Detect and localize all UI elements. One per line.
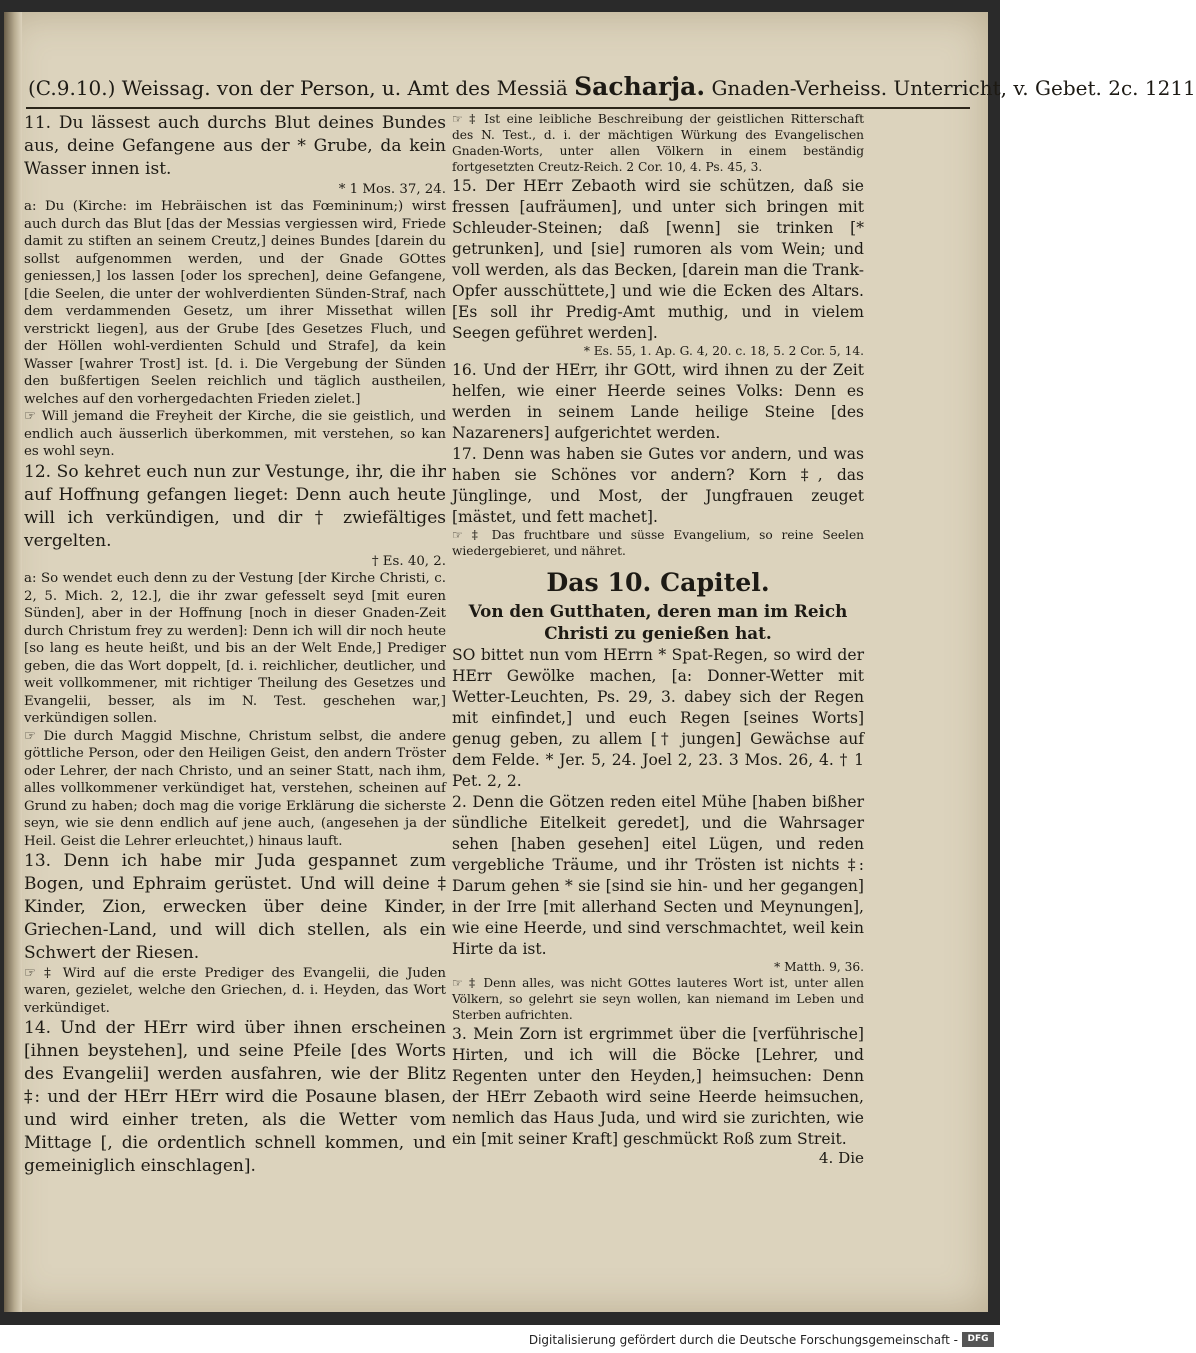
verse-text: 16. Und der HErr, ihr GOtt, wird ihnen zu der Zeit helfen, wie einer Heerde seines Volks: Denn es werden in seinem Lande heilige Steine [des Nazareners] aufgerichtet werden. [452, 360, 864, 442]
commentary-note: a: So wendet euch denn zu der Vestung [der Kirche Christi, c. 2, 5. Mich. 2, 12.], die ihr zwar gefesselt seyd [mit euren Sünden], aber in der Hoffnung [noch in dieser Gnaden-Zeit durch Christum frey zu werden]: Denn ich will dir noch heute [so lang es heute heißt, und bis an der Welt Ende,] Prediger geben, die das Wort doppelt, [d. i. reichlicher, deutlicher, und weit vollkommener, mit richtiger Theilung des Gesetzes und Evangelii, besser, als im N. Test. geschehen war,] verkündigen sollen. [24, 571, 446, 727]
chapter-heading: Das 10. Capitel. [546, 566, 770, 597]
footer-credit: Digitalisierung gefördert durch die Deutsche Forschungsgemeinschaft - [528, 1333, 958, 1347]
chapter-summary: Von den Gutthaten, deren man im Reich Christi zu genießen hat. [468, 601, 848, 644]
verse-text: 11. Du lässest auch durchs Blut deines Bundes aus, deine Gefangene aus der * Grube, da kein Wasser innen ist. [24, 113, 446, 179]
verse-text: 2. Denn die Götzen reden eitel Mühe [haben bißher sündliche Eitelkeit geredet], und die Wahrsager sehen [haben gesehen] eitel Lügen, und reden vergebliche Träume, und ihr Trösten ist nichts ‡: Darum gehen * sie [sind sie hin- und her gegangen] in der Irre [mit allerhand Secten und Meynungen], wie eine Heerde, und sind verschmachtet, weil kein Hirte da ist. [452, 792, 864, 958]
commentary-note: ☞ ‡ Wird auf die erste Prediger des Evangelii, die Juden waren, gezielet, welche den Griechen, d. i. Heyden, das Wort verkündiget. [24, 965, 446, 1016]
header-rule [26, 107, 970, 109]
commentary-note: ☞ ‡ Das fruchtbare und süsse Evangelium, so reine Seelen wiedergebieret, und nähret. [452, 527, 864, 558]
catchword: 4. Die [818, 1148, 864, 1167]
page-number: 1211 [1144, 76, 1196, 100]
right-column [452, 112, 864, 1166]
cross-reference: * Matth. 9, 36. [774, 959, 864, 974]
commentary-note: a: Du (Kirche: im Hebräischen ist das Fœmininum;) wirst auch durch das Blut [das der Messias vergiessen wird, Friede damit zu stiften an seinem Creutz,] deines Bundes [darein du sollst aufgenommen werden, und der Gnade GOttes geniessen,] los lassen [oder los sprechen], deine Gefangene, [die Seelen, die unter der wohlverdienten Sünden-Straf, nach dem verdammenden Gesetz, um ihrer Missethat willen verstrickt liegen], aus der Grube [des Gesetzes Fluch, und der Höllen wohl-verdienten Schuld und Strafe], da kein Wasser [wahrer Trost] ist. [d. i. Die Vergebung der Sünden den bußfertigen Seelen reichlich und täglich austheilen, welches auf den vorhergedachten Frieden zielet.] [24, 199, 446, 407]
commentary-note: ☞ ‡ Denn alles, was nicht GOttes lauteres Wort ist, unter allen Völkern, so gelehrt sie seyn wollen, kan niemand im Leben und Sterben aufrichten. [452, 975, 864, 1022]
verse-text: 15. Der HErr Zebaoth wird sie schützen, daß sie fressen [aufräumen], und unter sich bringen mit Schleuder-Steinen; daß [wenn] sie trinken [* getrunken], und [sie] rumoren als vom Wein; und voll werden, als das Becken, [darein man die Trank-Opfer ausschüttete,] und wie die Ecken des Altars. [Es soll ihr Predig-Amt muthig, und in vielem Seegen geführet werden]. [452, 176, 864, 342]
header-book-title: Sacharja. [574, 72, 706, 101]
header-left: (C.9.10.) Weissag. von der Person, u. Amt des Messiä [28, 76, 568, 100]
dfg-logo: DFG [962, 1332, 994, 1347]
verse-text: 14. Und der HErr wird über ihnen erscheinen [ihnen beystehen], und seine Pfeile [des Worts des Evangelii] werden ausfahren, wie der Blitz ‡: und der HErr HErr wird die Posaune blasen, und wird einher treten, als die Wetter vom Mittage [, die ordentlich schnell kommen, und gemeiniglich einschlagen]. [24, 1018, 446, 1177]
page-spine-shadow [4, 12, 22, 1312]
commentary-note: ☞ ‡ Ist eine leibliche Beschreibung der geistlichen Ritterschaft des N. Test., d. i. der mächtigen Würkung des Evangelischen Gnaden-Worts, unter allen Völkern in einem beständig fortgesetzten Creutz-Reich. 2 Cor. 10, 4. Ps. 45, 3. [452, 112, 864, 174]
cross-reference: † Es. 40, 2. [371, 553, 446, 569]
header-right: Gnaden-Verheiss. Unterricht, v. Gebet. 2c. [711, 76, 1139, 100]
footer-bar [0, 1328, 1000, 1353]
cross-reference: * Es. 55, 1. Ap. G. 4, 20. c. 18, 5. 2 Cor. 5, 14. [583, 343, 864, 358]
left-column [24, 112, 446, 1178]
cross-reference: * 1 Mos. 37, 24. [338, 182, 446, 197]
verse-text: SO bittet nun vom HErrn * Spat-Regen, so wird der HErr Gewölke machen, [a: Donner-Wetter mit Wetter-Leuchten, Ps. 29, 3. dabey sich der Regen mit einfindet,] und euch Regen [seines Worts] genug geben, zu allem [† jungen] Gewächse auf dem Felde. * Jer. 5, 24. Joel 2, 23. 3 Mos. 26, 4. † 1 Pet. 2, 2. [452, 645, 864, 790]
verse-text: 3. Mein Zorn ist ergrimmet über die [verführische] Hirten, und ich will die Böcke [Lehrer, und Regenten unter den Heyden,] heimsuchen: Denn der HErr Zebaoth wird seine Heerde heimsuchen, nemlich das Haus Juda, und wird sie zurichten, wie ein [mit seiner Kraft] geschmückt Roß zum Streit. [452, 1024, 864, 1148]
verse-text: 12. So kehret euch nun zur Vestunge, ihr, die ihr auf Hoffnung gefangen lieget: Denn auch heute will ich verkündigen, und dir † zwiefältiges vergelten. [24, 461, 446, 551]
verse-text: 13. Denn ich habe mir Juda gespannet zum Bogen, und Ephraim gerüstet. Und will deine ‡ Kinder, Zion, erwecken über deine Kinder, Griechen-Land, und will dich stellen, als ein Schwert der Riesen. [24, 850, 446, 963]
verse-text: 17. Denn was haben sie Gutes vor andern, und was haben sie Schönes vor andern? Korn ‡, das Jünglinge, und Most, der Jungfrauen zeuget [mästet, und fett machet]. [452, 444, 864, 526]
commentary-note: ☞ Die durch Maggid Mischne, Christum selbst, die andere göttliche Person, oder den Heiligen Geist, den andern Tröster oder Lehrer, der nach Christo, und an seiner Statt, nach ihm, alles vollkommener verkündiget hat, verstehen, scheinen auf Grund zu haben; doch mag die vorige Erklärung die sicherste seyn, wie sie denn endlich auf jene auch, (angesehen ja der Heil. Geist die Lehrer erleuchtet,) hinaus lauft. [24, 728, 446, 849]
running-header [28, 72, 1196, 106]
commentary-note: ☞ Will jemand die Freyheit der Kirche, die sie geistlich, und endlich auch äusserlich überkommen, mit verstehen, so kan es wohl seyn. [24, 409, 446, 460]
